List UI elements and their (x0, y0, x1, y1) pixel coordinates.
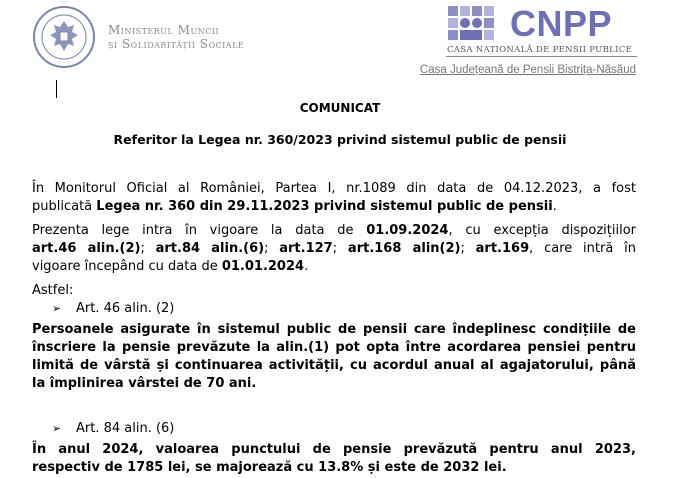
ministry-line-1: Ministerul Muncii (108, 23, 220, 37)
date-highlight: 01.09.2024 (366, 223, 449, 238)
romanian-government-seal-icon (32, 5, 96, 69)
law-reference: Legea nr. 360 din 29.11.2023 privind sistemul public de pensii (96, 199, 553, 214)
text-run: vigoare începând cu data de (32, 259, 222, 274)
ministry-line-2: și Solidarității Sociale (108, 37, 245, 52)
cnpp-grid-logo-icon (446, 4, 508, 44)
text-run: ; (140, 241, 156, 256)
date-highlight: 01.01.2024 (221, 259, 305, 274)
paragraph-line (32, 258, 636, 276)
cnpp-wordmark: CNPP (510, 3, 613, 44)
document-heading: COMUNICAT (299, 101, 381, 115)
paragraph-entry-into-force (32, 222, 636, 276)
article-reference: art.84 alin.(6) (155, 241, 265, 256)
document-subject: Referitor la Legea nr. 360/2023 privind sistemul public de pensii (113, 132, 567, 147)
paragraph-line (32, 240, 636, 258)
paragraph-line: În Monitorul Oficial al României, Partea I, nr.1089 din data de 04.12.2023, a fost (32, 181, 636, 196)
bullet-label: Art. 84 alin. (6) (76, 421, 175, 436)
text-run: . (552, 199, 557, 214)
paragraph-line: înscriere la pensie prevăzute la alin.(1) pot opta între acordarea pensiei pentru (32, 340, 636, 355)
paragraph-astfel: Astfel: (32, 283, 74, 298)
text-run: ; (264, 241, 280, 256)
paragraph-line: limită de vârstă și continuarea activității, cu acordul anual al agajatorului, până (32, 358, 636, 373)
bullet-label: Art. 46 alin. (2) (76, 301, 175, 316)
article-reference: art.127 (279, 241, 333, 256)
bullet-article-46 (52, 300, 174, 318)
article-reference: art.169 (475, 241, 530, 256)
ministry-name (108, 23, 244, 52)
paragraph-monitor-oficial (32, 180, 636, 216)
bullet-article-84 (52, 420, 174, 438)
arrow-bullet-icon: ➢ (52, 302, 62, 315)
paragraph-line: respectiv de 1785 lei, se majorează cu 13.8% și este de 2032 lei. (32, 460, 507, 475)
text-run: , cu excepția dispozițiilor (448, 223, 637, 238)
text-run: Prezenta lege intra în vigoare la data de (32, 223, 367, 238)
text-run: . (304, 259, 309, 274)
paragraph-article-84-text (32, 441, 636, 477)
cnpp-full-name: CASA NAȚIONALĂ DE PENSII PUBLICE (447, 45, 633, 55)
text-run: publicată (32, 199, 97, 214)
text-run: , care intră în (529, 241, 636, 256)
text-run: ; (332, 241, 348, 256)
text-run: ; (460, 241, 476, 256)
county-pension-house: Casa Județeană de Pensii Bistrița-Năsăud (419, 64, 636, 76)
paragraph-line: În anul 2024, valoarea punctului de pensie prevăzută pentru anul 2023, (32, 442, 636, 457)
text-cursor (56, 80, 57, 98)
arrow-bullet-icon: ➢ (52, 422, 62, 435)
paragraph-line (32, 198, 636, 216)
paragraph-line: Persoanele asigurate în sistemul public de pensii care îndeplinesc condițiile de (32, 322, 636, 337)
article-reference: art.168 alin(2) (347, 241, 461, 256)
paragraph-line (32, 222, 636, 240)
paragraph-article-46-text (32, 321, 636, 393)
document-header (0, 0, 680, 80)
article-reference: art.46 alin.(2) (32, 241, 141, 256)
paragraph-line: la împlinirea vârstei de 70 ani. (32, 376, 257, 391)
header-divider (446, 56, 637, 57)
